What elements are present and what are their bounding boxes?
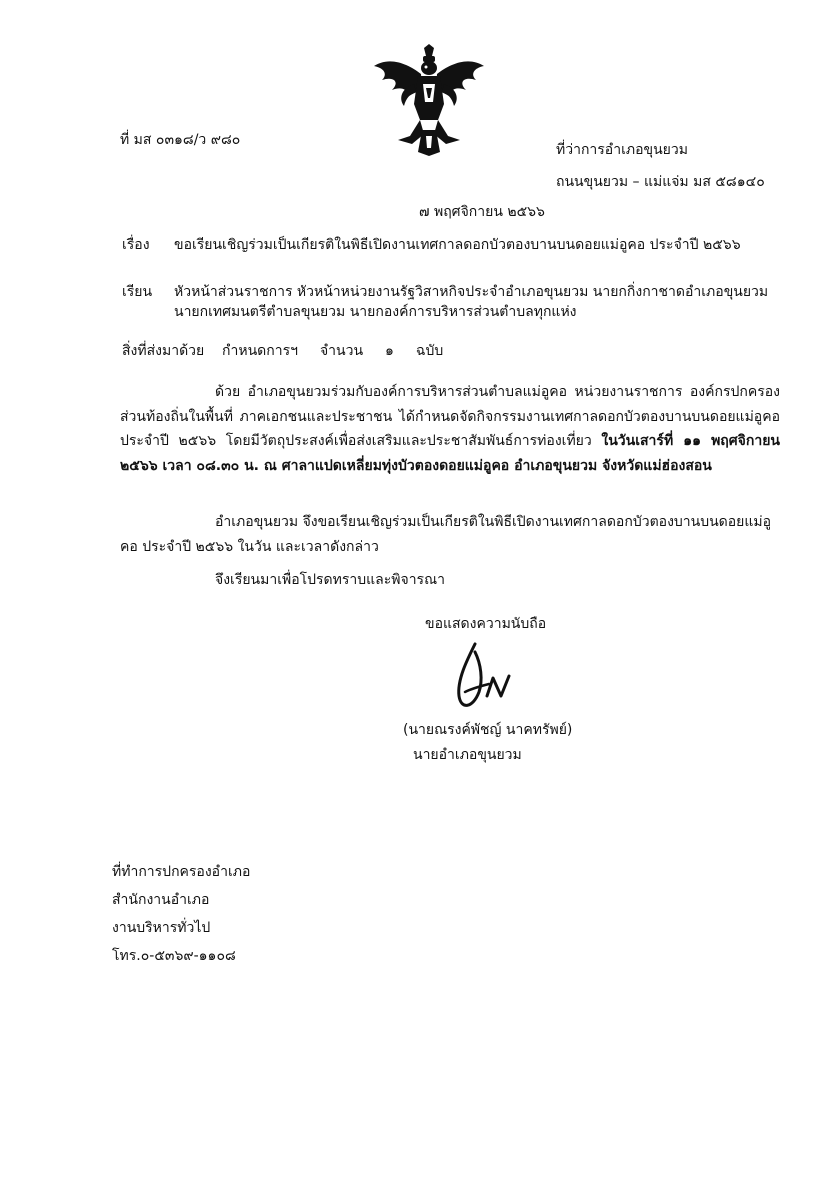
department-line-2: สำนักงานอำเภอ: [112, 892, 210, 908]
subject-label: เรื่อง: [122, 237, 150, 253]
recipient-label: เรียน: [122, 284, 153, 300]
phone-number: โทร.๐-๕๓๖๙-๑๑๐๘: [112, 948, 236, 964]
regards-line: ขอแสดงความนับถือ: [425, 616, 547, 632]
enclosure-qty: ๑: [385, 343, 394, 359]
body-paragraph-2: [120, 510, 780, 559]
letter-date: ๗ พฤศจิกายน ๒๕๖๖: [419, 204, 545, 220]
office-address: [556, 134, 765, 198]
body-paragraph-1: [120, 380, 780, 478]
enclosure-line: [122, 341, 443, 361]
body-paragraph-1-text: ด้วย อำเภอขุนยวมร่วมกับองค์การบริหารส่วนตำบลแม่อูคอ หน่วยงานราชการ องค์กรปกครองส่วนท้องถิ่นในพื้นที่ ภาคเอกชนและประชาชน ได้กำหนดจัดกิจกรรมงานเทศกาลดอกบัวตองบานบนดอยแม่อูคอ ประจำปี ๒๕๖๖ โดยมีวัตถุประสงค์เพื่อส่งเสริมและประชาสัมพันธ์การท่องเที่ยว: [120, 384, 780, 449]
subject-text: ขอเรียนเชิญร่วมเป็นเกียรติในพิธีเปิดงานเทศกาลดอกบัวตองบานบนดอยแม่อูคอ ประจำปี ๒๕๖๖: [174, 237, 741, 253]
department-line-3: งานบริหารทั่วไป: [112, 920, 211, 936]
signatory-name: (นายณรงค์พัชญ์ นาคทรัพย์): [403, 722, 573, 738]
recipient-block: [122, 282, 768, 322]
recipient-line-1: หัวหน้าส่วนราชการ หัวหน้าหน่วยงานรัฐวิสาหกิจประจำอำเภอขุนยวม นายกกิ่งกาชาดอำเภอขุนยวม: [174, 284, 769, 300]
document-number: ที่ มส ๐๓๑๘/ว ๙๘๐: [120, 132, 241, 148]
enclosure-qty-label: จำนวน: [319, 343, 364, 359]
office-street: ถนนขุนยวม – แม่แจ่ม มส ๕๘๑๔๐: [556, 174, 765, 190]
enclosure-unit: ฉบับ: [415, 343, 444, 359]
office-name: ที่ว่าการอำเภอขุนยวม: [556, 142, 688, 158]
recipient-line-2: นายกเทศมนตรีตำบลขุนยวม นายกองค์การบริหารส่วนตำบลทุกแห่ง: [174, 304, 577, 320]
body-paragraph-2-text: อำเภอขุนยวม จึงขอเรียนเชิญร่วมเป็นเกียรติในพิธีเปิดงานเทศกาลดอกบัวตองบานบนดอยแม่อูคอ ประจำปี ๒๕๖๖ ในวัน และเวลาดังกล่าว: [120, 514, 772, 555]
body-paragraph-1-event-details: ในวันเสาร์ที่ ๑๑ พฤศจิกายน ๒๕๖๖ เวลา ๐๘.๓๐ น. ณ ศาลาแปดเหลี่ยมทุ่งบัวตองดอยแม่อูคอ อำเภอขุนยวม จังหวัดแม่ฮ่องสอน: [120, 433, 780, 474]
enclosure-label: สิ่งที่ส่งมาด้วย: [122, 343, 205, 359]
issuing-department: [112, 858, 250, 970]
subject-line: [122, 235, 741, 255]
enclosure-item: กำหนดการฯ: [222, 343, 298, 359]
closing-sentence: จึงเรียนมาเพื่อโปรดทราบและพิจารณา: [215, 572, 445, 588]
handwritten-signature: [445, 640, 525, 720]
garuda-emblem-icon: [368, 44, 490, 156]
signatory-title: นายอำเภอขุนยวม: [413, 747, 522, 763]
department-line-1: ที่ทำการปกครองอำเภอ: [112, 864, 251, 880]
